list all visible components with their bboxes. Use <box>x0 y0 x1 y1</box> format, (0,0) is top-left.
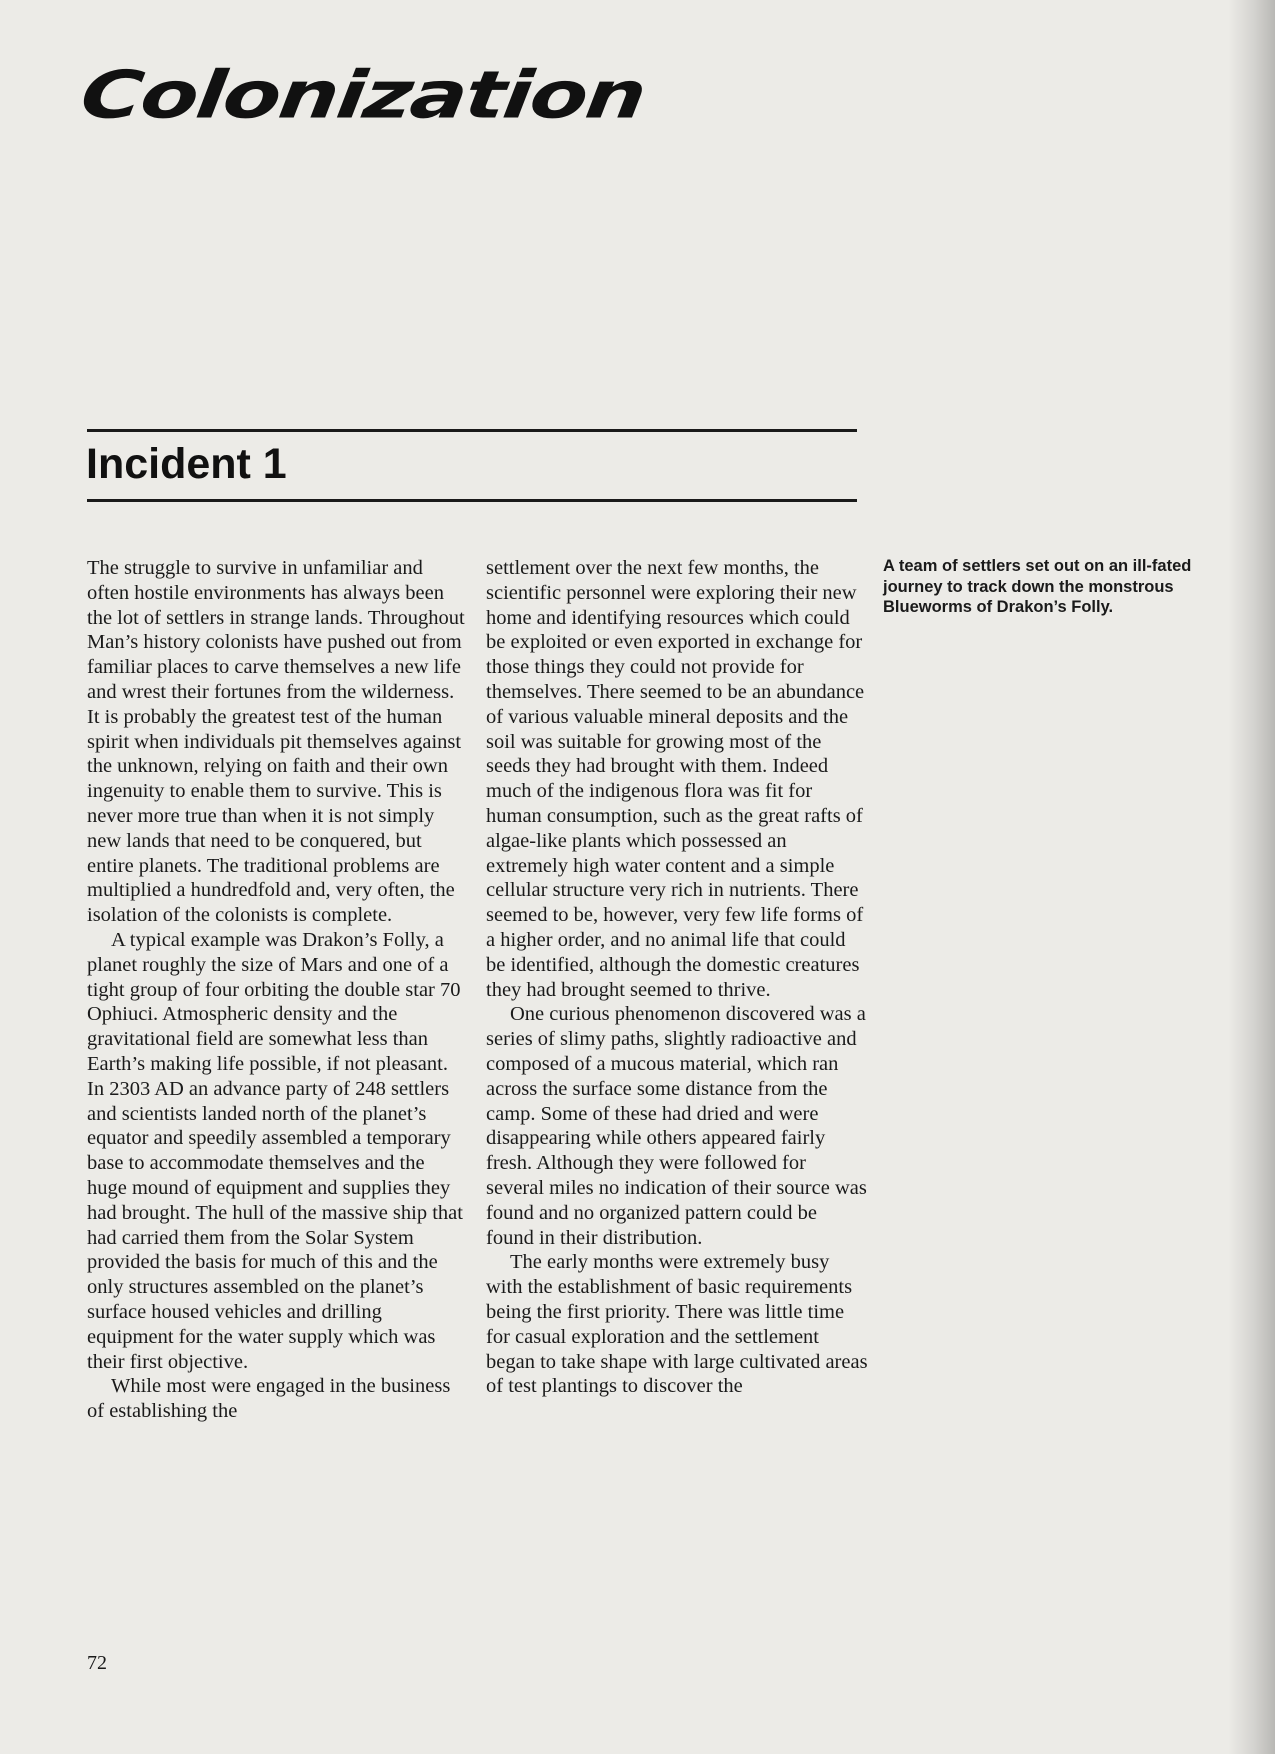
body-paragraph: settlement over the next few months, the scientific personnel were exploring their new home and identifying resources which could be exploited or even exported in exchange for those things they could not provide for themselves. There seemed to be an abundance of various valuable mineral deposits and the soil was suitable for growing most of the seeds they had brought with them. Indeed much of the indigenous flora was fit for human consumption, such as the great rafts of algae-like plants which possessed an extremely high water content and a simple cellular structure very rich in nutrients. There seemed to be, however, very few life forms of a higher order, and no animal life that could be identified, although the domestic creatures they had brought seemed to thrive. <box>486 557 865 1001</box>
spine-shadow <box>1228 0 1275 1754</box>
body-paragraph: A typical example was Drakon’s Folly, a planet roughly the size of Mars and one of a tight group of four orbiting the double star 70 Ophiuci. Atmospheric density and the gravitational field are somewhat less than Earth’s making life possible, if not pleasant. In 2303 AD an advance party of 248 settlers and scientists landed north of the planet’s equator and speedily assembled a temporary base to accommodate themselves and the huge mound of equipment and supplies they had brought. The hull of the massive ship that had carried them from the Solar System provided the basis for much of this and the only structures assembled on the planet’s surface housed vehicles and drilling equipment for the water supply which was their first objective. <box>87 928 463 1373</box>
illustration-caption: A team of settlers set out on an ill-fated journey to track down the monstrous Blueworms of Drakon’s Folly. <box>883 557 1192 616</box>
section-rule-bottom <box>87 499 857 502</box>
page-number: 72 <box>87 1652 107 1674</box>
section-title: Incident 1 <box>86 440 287 488</box>
section-rule-top <box>87 429 857 432</box>
body-paragraph: While most were engaged in the business of establishing the <box>87 1375 451 1423</box>
body-column-2 <box>486 556 868 1399</box>
body-paragraph: The struggle to survive in unfamiliar and often hostile environments has always been the lot of settlers in strange lands. Throughout Man’s history colonists have pushed out from familiar places to carve themselves a new life and wrest their fortunes from the wilderness. It is probably the greatest test of the human spirit when individuals pit themselves against the unknown, relying on faith and their own ingenuity to enable them to survive. This is never more true than when it is not simply new lands that need to be conquered, but entire planets. The traditional problems are multiplied a hundredfold and, very often, the isolation of the colonists is complete. <box>87 557 465 927</box>
body-paragraph: The early months were extremely busy with the establishment of basic requirements being the first priority. There was little time for casual exploration and the settlement began to take shape with large cultivated areas of test plantings to discover the <box>486 1251 868 1398</box>
body-column-1 <box>87 556 467 1424</box>
chapter-title: Colonization <box>76 56 650 133</box>
body-paragraph: One curious phenomenon discovered was a series of slimy paths, slightly radioactive and composed of a mucous material, which ran across the surface some distance from the camp. Some of these had dried and were disappearing while others appeared fairly fresh. Although they were followed for several miles no indication of their source was found and no organized pattern could be found in their distribution. <box>486 1003 867 1249</box>
